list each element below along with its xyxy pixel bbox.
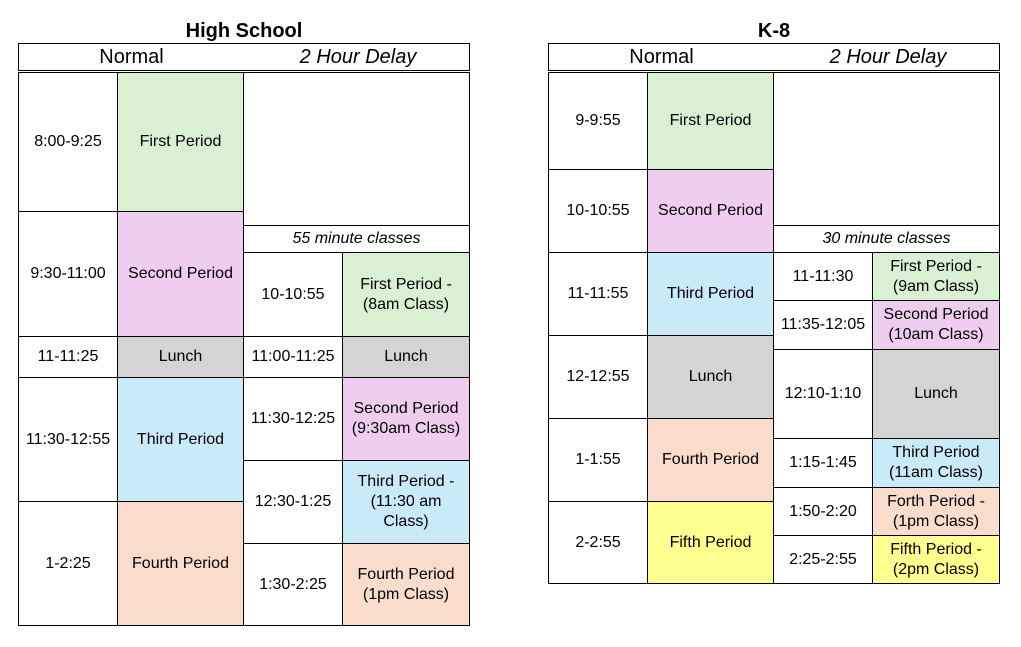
hs-normal-period-5: Fourth Period — [117, 501, 244, 626]
hs-normal-period-4: Third Period — [117, 377, 244, 502]
delay-label: 2 Hour Delay — [829, 46, 947, 68]
normal-label: Normal — [99, 46, 164, 68]
k8-normal-time-3: 11-11:55 — [548, 252, 648, 336]
k8-normal-period-4: Lunch — [647, 335, 774, 419]
high-school-title: High School — [185, 20, 303, 42]
k8-normal-period-6: Fifth Period — [647, 501, 774, 584]
k8-normal-time-1: 9-9:55 — [548, 72, 648, 170]
k8-normal-period-3: Third Period — [647, 252, 774, 336]
normal-label: Normal — [629, 46, 694, 68]
k8-normal-time-4: 12-12:55 — [548, 335, 648, 419]
k8-normal-period-2: Second Period — [647, 169, 774, 253]
delay-label: 2 Hour Delay — [299, 46, 417, 68]
k8-delay-time-4: 1:15-1:45 — [773, 438, 873, 488]
hs-delay-period-4: Third Period - (11:30 am Class) — [342, 460, 470, 544]
k8-normal-time-6: 2-2:55 — [548, 501, 648, 584]
hs-delay-time-4: 12:30-1:25 — [243, 460, 343, 544]
hs-normal-time-4: 11:30-12:55 — [18, 377, 118, 502]
hs-normal-period-3: Lunch — [117, 336, 244, 378]
hs-delay-note: 55 minute classes — [243, 225, 470, 253]
hs-normal-time-3: 11-11:25 — [18, 336, 118, 378]
k8-normal-time-5: 1-1:55 — [548, 418, 648, 502]
hs-delay-time-5: 1:30-2:25 — [243, 543, 343, 626]
k8-normal-time-2: 10-10:55 — [548, 169, 648, 253]
k8-delay-time-2: 11:35-12:05 — [773, 300, 873, 350]
k8-delay-time-1: 11-11:30 — [773, 252, 873, 301]
k8-delay-period-3: Lunch — [872, 349, 1000, 439]
k8-delay-time-3: 12:10-1:10 — [773, 349, 873, 439]
k8-title: K-8 — [757, 20, 791, 42]
hs-normal-period-1: First Period — [117, 72, 244, 212]
hs-normal-time-5: 1-2:25 — [18, 501, 118, 626]
k8-delay-period-5: Forth Period - (1pm Class) — [872, 487, 1000, 536]
hs-delay-time-2: 11:00-11:25 — [243, 336, 343, 378]
hs-delay-period-2: Lunch — [342, 336, 470, 378]
hs-delay-period-1: First Period - (8am Class) — [342, 252, 470, 337]
hs-delay-time-1: 10-10:55 — [243, 252, 343, 337]
hs-delay-period-5: Fourth Period (1pm Class) — [342, 543, 470, 626]
k8-delay-note: 30 minute classes — [773, 225, 1000, 253]
hs-normal-time-2: 9:30-11:00 — [18, 211, 118, 337]
k8-delay-period-4: Third Period (11am Class) — [872, 438, 1000, 488]
hs-delay-time-3: 11:30-12:25 — [243, 377, 343, 461]
k8-normal-period-5: Fourth Period — [647, 418, 774, 502]
k8-normal-period-1: First Period — [647, 72, 774, 170]
k8-delay-period-2: Second Period (10am Class) — [872, 300, 1000, 350]
hs-delay-period-3: Second Period (9:30am Class) — [342, 377, 470, 461]
k8-delay-blank — [773, 72, 1000, 226]
k8-delay-time-5: 1:50-2:20 — [773, 487, 873, 536]
k8-header — [548, 43, 1000, 71]
hs-normal-period-2: Second Period — [117, 211, 244, 337]
k8-delay-period-6: Fifth Period - (2pm Class) — [872, 535, 1000, 584]
k8-delay-period-1: First Period - (9am Class) — [872, 252, 1000, 301]
hs-normal-time-1: 8:00-9:25 — [18, 72, 118, 212]
hs-delay-blank — [243, 72, 470, 226]
k8-delay-time-6: 2:25-2:55 — [773, 535, 873, 584]
high-school-header — [18, 43, 470, 71]
